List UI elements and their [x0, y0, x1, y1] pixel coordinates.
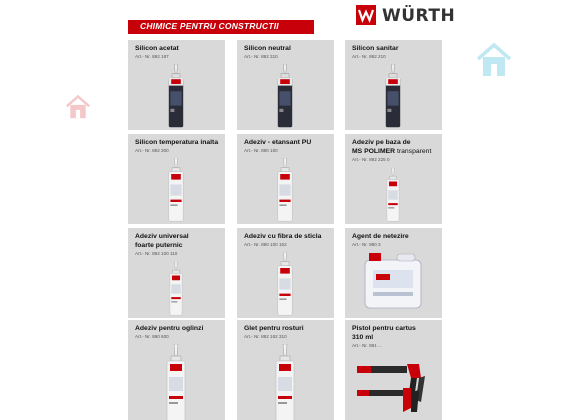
product-name: Glet pentru rosturi [244, 325, 304, 332]
product-card [345, 134, 442, 224]
product-article-number: Art.- Nr. 892 210 [352, 54, 386, 59]
product-article-number: Art.- Nr. 892 310 [244, 54, 278, 59]
wurth-logo [356, 4, 456, 28]
product-name: Pistol pentru cartus 310 ml [352, 325, 416, 341]
caulking-gun-image [353, 356, 433, 416]
product-article-number: Art.- Nr. 891 ... [352, 343, 382, 348]
product-name: Silicon temperatura inalta [135, 139, 219, 146]
product-article-number: Art.- Nr. 890 100 152 [244, 242, 287, 247]
cartridge-image [379, 168, 407, 222]
product-name: Adeziv pentru oglinzi [135, 325, 204, 332]
cartridge-image [379, 64, 407, 128]
product-article-number: Art.- Nr. 892 225 0 [352, 157, 390, 162]
cartridge-image [162, 158, 190, 222]
product-card [345, 40, 442, 130]
cartridge-image [271, 344, 299, 420]
product-card [345, 228, 442, 318]
product-card [237, 134, 334, 224]
product-card [345, 320, 442, 420]
product-card [237, 320, 334, 420]
product-name: Adeziv universal foarte puternic [135, 233, 189, 249]
product-article-number: Art.- Nr. 890 100 [244, 148, 278, 153]
product-article-number: Art.- Nr. 892 187 [135, 54, 169, 59]
cartridge-image [271, 252, 299, 316]
section-title-bar [128, 20, 314, 34]
product-name: Silicon sanitar [352, 45, 399, 52]
product-card [237, 228, 334, 318]
cartridge-image [162, 64, 190, 128]
cartridge-image [271, 158, 299, 222]
product-article-number: Art.- Nr. 892 100 110 [135, 251, 178, 256]
product-card [128, 320, 225, 420]
product-name: Adeziv - etansant PU [244, 139, 312, 146]
logo-text: WÜRTH [382, 6, 456, 26]
product-name: Adeziv pe baza de MS POLIMER transparent [352, 139, 432, 155]
house-icon [474, 42, 514, 78]
cartridge-image [162, 344, 190, 420]
product-article-number: Art.- Nr. 892 300 [135, 148, 169, 153]
cartridge-image [271, 64, 299, 128]
product-article-number: Art.- Nr. 890 3 [352, 242, 381, 247]
product-name: Agent de netezire [352, 233, 409, 240]
cartridge-image [162, 262, 190, 316]
section-title: CHIMICE PENTRU CONSTRUCTII [140, 21, 279, 31]
product-article-number: Art.- Nr. 890 600 [135, 334, 169, 339]
product-card [128, 228, 225, 318]
product-card [128, 40, 225, 130]
wurth-logo-icon [356, 5, 376, 25]
product-card [237, 40, 334, 130]
product-name: Silicon acetat [135, 45, 179, 52]
product-article-number: Art.- Nr. 892 162 310 [244, 334, 287, 339]
house-icon [64, 94, 92, 120]
product-card [128, 134, 225, 224]
canister-image [359, 250, 429, 310]
product-name: Adeziv cu fibra de sticla [244, 233, 322, 240]
product-name: Silicon neutral [244, 45, 291, 52]
